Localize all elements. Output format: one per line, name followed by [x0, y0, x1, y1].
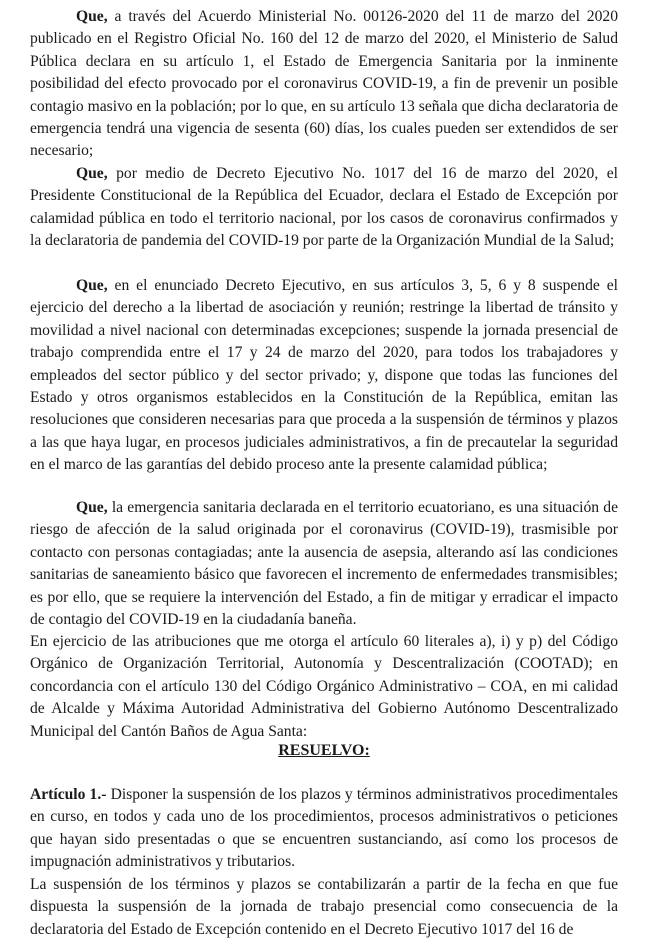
paragraph-text: a través del Acuerdo Ministerial No. 00126-2020 del 11 de marzo del 2020 publicado en el Registro Oficial No. 160 del 12 de marzo del 2020, el Ministerio de Salud Pública declara en su artículo 1, el Estado de Emergencia Sanitaria por la inminente posibilidad del efecto provocado por el coronavirus COVID-19, a fin de prevenir un posible contagio masivo en la población; por lo que, en su artículo 13 señala que dicha declaratoria de emergencia tendrá una vigencia de sesenta (60) días, los cuales pueden ser extendidos de ser necesario;	[30, 8, 618, 160]
article-lead: Artículo 1.-	[30, 786, 107, 803]
paragraph-lead: Que,	[76, 165, 108, 182]
resolution-heading: RESUELVO:	[278, 742, 370, 759]
paragraph-lead: Que,	[76, 277, 108, 294]
paragraph-text: por medio de Decreto Ejecutivo No. 1017 del 16 de marzo del 2020, el Presidente Constitucional de la República del Ecuador, declara el Estado de Excepción por calamidad pública en todo el territorio nacional, por los casos de coronavirus confirmados y la declaratoria de pandemia del COVID-19 por parte de la Organización Mundial de la Salud;	[30, 165, 618, 250]
paragraph-text: en el enunciado Decreto Ejecutivo, en sus artículos 3, 5, 6 y 8 suspende el ejercicio del derecho a la libertad de asociación y reunión; restringe la libertad de tránsito y movilidad a nivel nacional con determinadas excepciones; suspende la jornada presencial de trabajo comprendida entre el 17 y 24 de marzo del 2020, para todos los trabajadores y empleados del sector público y del sector privado; y, dispone que todas las funciones del Estado y otros organismos establecidos en la Constitución de la República, emitan las resoluciones que consideren necesarias para que proceda a la suspensión de términos y plazos a las que haya lugar, en procesos judiciales administrativos, a fin de precautelar la seguridad en el marco de las garantías del debido proceso ante la presente calamidad pública;	[30, 277, 618, 474]
paragraph-lead: Que,	[76, 499, 108, 516]
paragraph-text: la emergencia sanitaria declarada en el territorio ecuatoriano, es una situación de riesgo de afección de la salud originada por el coronavirus (COVID-19), trasmisible por contacto con personas contagiadas; ante la ausencia de asepsia, alterando así las condiciones sanitarias de saneamiento básico que favorecen el incremento de enfermedades transmisibles; es por ello, que se requiere la intervención del Estado, a fin de mitigar y erradicar el impacto de contagio del COVID-19 en la ciudadanía baneña.	[30, 499, 618, 629]
paragraph-que-3	[30, 275, 618, 477]
closing-paragraph: La suspensión de los términos y plazos se contabilizarán a partir de la fecha en que fue dispuesta la suspensión de la jornada de trabajo presencial como consecuencia de la declaratoria del Estado de Excepción contenido en el Decreto Ejecutivo 1017 del 16 de	[30, 876, 618, 938]
paragraph-lead: Que,	[76, 8, 108, 25]
paragraph-que-2	[30, 163, 618, 253]
paragraph-que-4	[30, 497, 618, 631]
article-1	[30, 784, 618, 874]
article-text: Disponer la suspensión de los plazos y términos administrativos procedimentales en curso, en todos y cada uno de los procedimientos, procesos administrativos o peticiones que hayan sido presentadas o que se encuentren sustanciando, así como los procesos de impugnación administrativos y tributarios.	[30, 786, 618, 871]
paragraph-en-ejercicio	[30, 631, 618, 743]
paragraph-text: En ejercicio de las atribuciones que me otorga el artículo 60 literales a), i) y p) del Código Orgánico de Organización Territorial, Autonomía y Descentralización (COOTAD); en concordancia con el artículo 130 del Código Orgánico Administrativo – COA, en mi calidad de Alcalde y Máxima Autoridad Administrativa del Gobierno Autónomo Descentralizado Municipal del Cantón Baños de Agua Santa:	[30, 633, 618, 740]
paragraph-que-1	[30, 6, 618, 163]
